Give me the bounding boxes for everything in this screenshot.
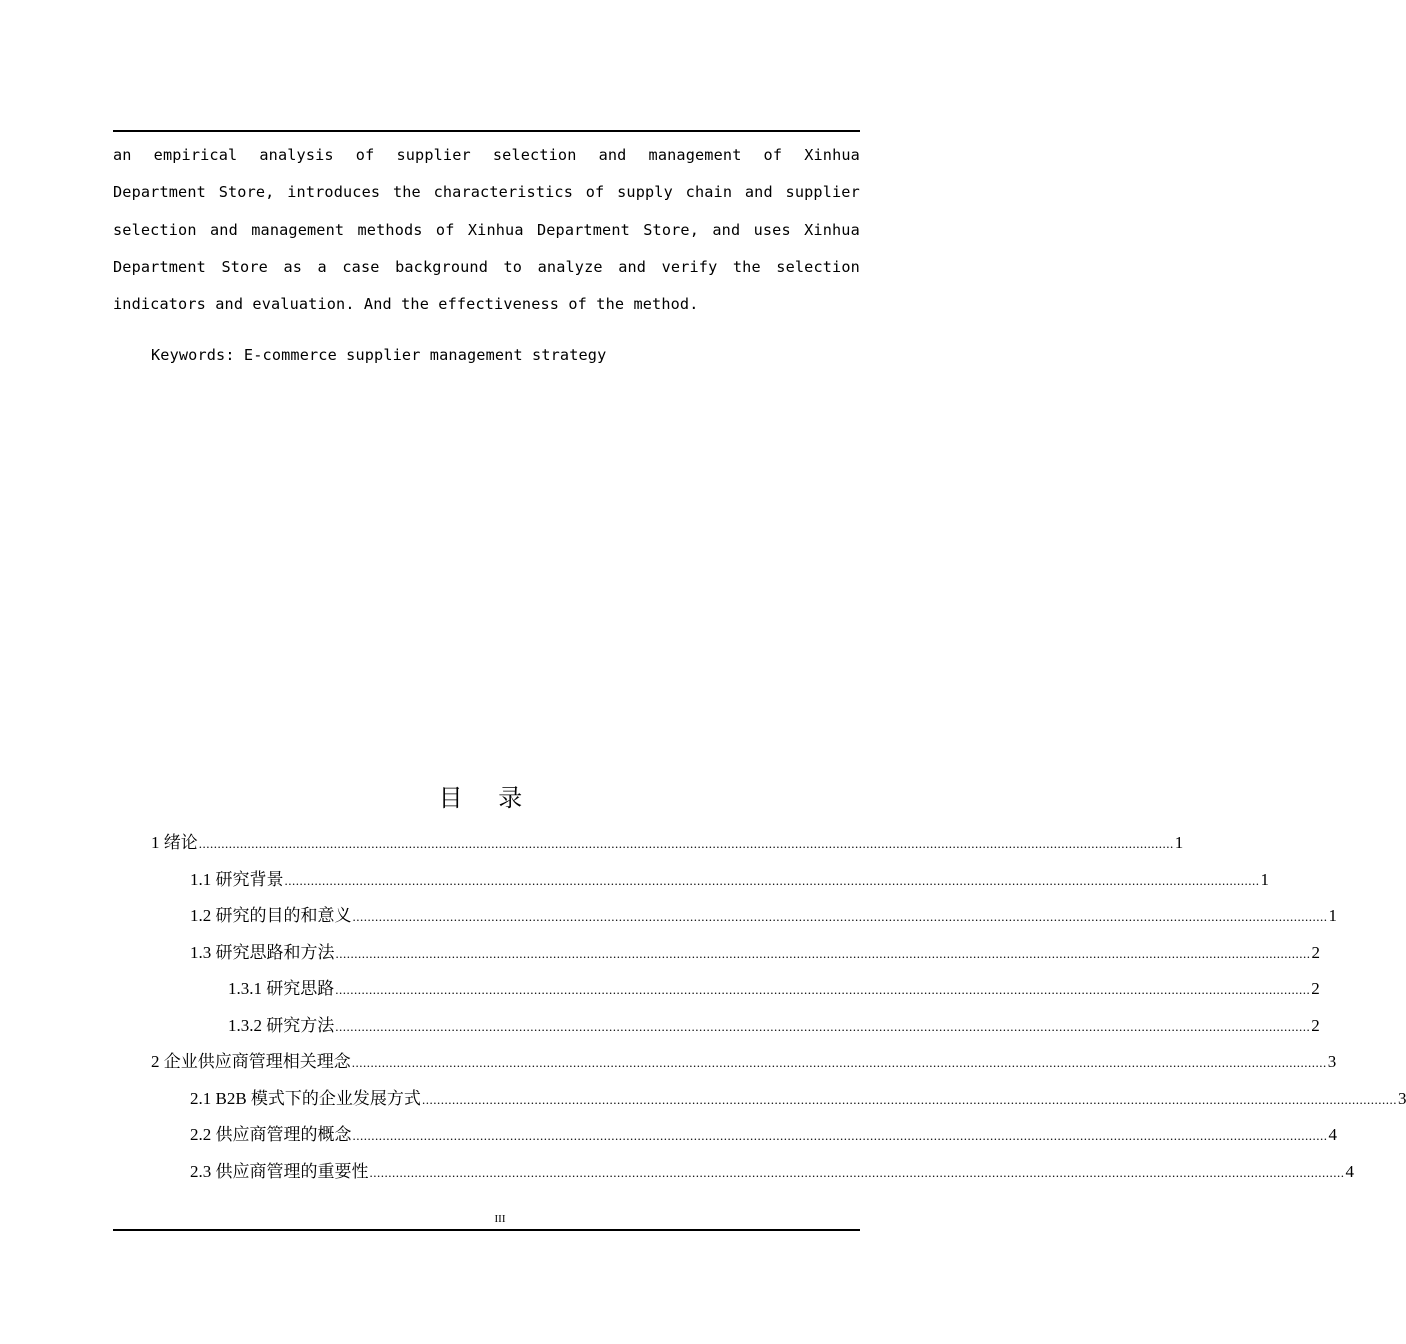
toc-entry[interactable]: [151, 828, 1184, 864]
toc-leader-dots: ....................................................................................................................................................................................................................................................................: [421, 1091, 1397, 1107]
abstract-word: case: [342, 257, 380, 276]
abstract-word: analysis: [259, 146, 334, 164]
toc-entry-label: 2.1 B2B 模式下的企业发展方式: [190, 1088, 421, 1108]
abstract-word: selection: [492, 146, 577, 164]
abstract-word: supply: [617, 183, 673, 202]
toc-leader-dots: ....................................................................................................................................................................................................................................................................: [335, 945, 1311, 961]
toc-entry[interactable]: [151, 1047, 1337, 1083]
toc-entry-page: 2: [1311, 1015, 1320, 1035]
abstract-word: management: [648, 146, 742, 164]
toc-entry-label: 1.3.2 研究方法: [228, 1015, 335, 1035]
abstract-word: of: [435, 220, 455, 239]
toc-leader-dots: ....................................................................................................................................................................................................................................................................: [284, 872, 1260, 888]
abstract-word: supplier: [785, 183, 860, 202]
toc-entry[interactable]: [190, 938, 1320, 974]
abstract-word: as: [283, 257, 303, 276]
abstract-text: [113, 140, 860, 326]
abstract-word: a: [317, 257, 327, 276]
toc-entry-page: 3: [1327, 1052, 1337, 1071]
abstract-word: selection: [776, 257, 860, 276]
toc-leader-dots: ....................................................................................................................................................................................................................................................................: [352, 1128, 1328, 1143]
abstract-word: Store,: [218, 183, 275, 202]
abstract-word: Xinhua: [804, 146, 860, 164]
toc-entry-label: 2.3 供应商管理的重要性: [190, 1161, 369, 1181]
toc-entry[interactable]: [190, 1157, 1354, 1193]
toc-entry-label: 1.3.1 研究思路: [228, 979, 335, 998]
toc-leader-dots: ....................................................................................................................................................................................................................................................................: [335, 1018, 1311, 1034]
toc-entry-page: 4: [1345, 1161, 1354, 1181]
toc-entry-label: 2.2 供应商管理的概念: [190, 1125, 352, 1144]
abstract-word: Department: [113, 257, 206, 276]
abstract-word: of: [763, 146, 783, 164]
toc-entry[interactable]: [228, 1011, 1320, 1047]
abstract-line: indicators and evaluation. And the effectiveness of the method.: [113, 295, 699, 314]
abstract-word: empirical: [153, 146, 238, 164]
abstract-word: and: [598, 146, 627, 164]
toc-entry-page: 1: [1174, 833, 1184, 852]
page-number: III: [494, 1213, 506, 1225]
abstract-word: analyze: [537, 257, 603, 276]
abstract-word: Department: [113, 183, 206, 202]
toc-entry-label: 1.3 研究思路和方法: [190, 942, 335, 962]
toc-entry-page: 2: [1311, 942, 1320, 962]
footer-rule: [113, 1229, 860, 1231]
keywords-line: Keywords: E-commerce supplier management strategy: [151, 346, 607, 364]
abstract-line: [113, 140, 860, 177]
abstract-word: of: [355, 146, 375, 164]
toc-entry-page: 4: [1328, 1125, 1337, 1144]
toc-entry-label: 2 企业供应商管理相关理念: [151, 1052, 351, 1071]
toc-leader-dots: ....................................................................................................................................................................................................................................................................: [352, 909, 1328, 924]
abstract-word: Store,: [643, 220, 700, 239]
abstract-word: to: [503, 257, 523, 276]
abstract-word: and: [744, 183, 773, 202]
toc-leader-dots: ....................................................................................................................................................................................................................................................................: [335, 982, 1311, 997]
toc-entry[interactable]: [190, 865, 1269, 901]
toc-entry-page: 1: [1328, 906, 1337, 925]
abstract-word: an: [113, 146, 132, 164]
abstract-word: methods: [357, 220, 423, 239]
abstract-word: and: [618, 257, 647, 276]
abstract-line: [113, 177, 860, 214]
toc-entry-label: 1.1 研究背景: [190, 869, 284, 889]
toc-entry[interactable]: [228, 974, 1320, 1010]
toc-entry-label: 1 绪论: [151, 833, 198, 852]
abstract-word: selection: [113, 220, 197, 239]
toc-entry-page: 1: [1260, 869, 1269, 889]
abstract-word: characteristics: [433, 183, 573, 202]
abstract-word: Xinhua: [804, 220, 860, 239]
abstract-word: Department: [536, 220, 630, 239]
toc-entry[interactable]: [190, 1120, 1337, 1156]
abstract-word: uses: [753, 220, 791, 239]
abstract-word: background: [395, 257, 488, 276]
abstract-line: [113, 215, 860, 252]
abstract-word: and: [712, 220, 741, 239]
toc-leader-dots: ....................................................................................................................................................................................................................................................................: [369, 1164, 1345, 1180]
toc-entry-page: 3: [1397, 1088, 1406, 1108]
toc-leader-dots: ....................................................................................................................................................................................................................................................................: [198, 836, 1174, 851]
abstract-word: supplier: [396, 146, 471, 164]
abstract-word: verify: [661, 257, 718, 276]
toc-leader-dots: ....................................................................................................................................................................................................................................................................: [351, 1055, 1327, 1070]
toc-entry-page: 2: [1311, 979, 1320, 998]
header-rule: [113, 130, 860, 132]
abstract-word: Xinhua: [467, 220, 524, 239]
abstract-word: management: [251, 220, 345, 239]
abstract-word: Store: [221, 257, 268, 276]
abstract-word: of: [585, 183, 605, 202]
abstract-line: [113, 252, 860, 289]
toc-entry[interactable]: [190, 1084, 1406, 1120]
toc-entry[interactable]: [190, 901, 1337, 937]
toc-title: 目 录: [438, 784, 537, 812]
abstract-word: the: [392, 183, 421, 202]
abstract-word: the: [732, 257, 761, 276]
abstract-word: introduces: [287, 183, 381, 202]
abstract-word: chain: [685, 183, 733, 202]
toc-entry-label: 1.2 研究的目的和意义: [190, 906, 352, 925]
abstract-word: and: [210, 220, 238, 239]
